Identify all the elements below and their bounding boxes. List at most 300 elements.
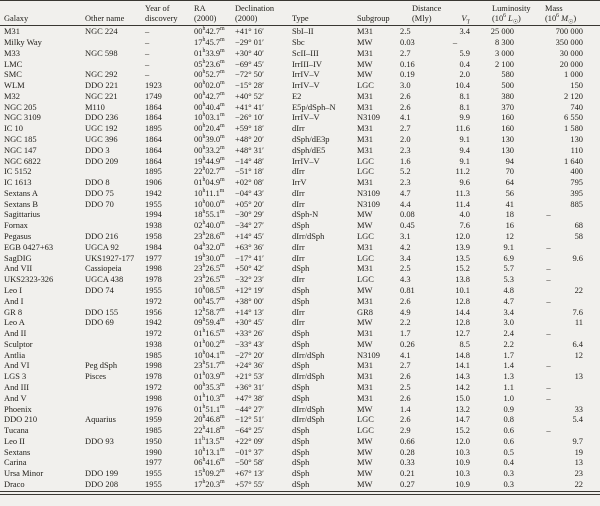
cell-mass: 795 — [570, 177, 583, 188]
cell-subgroup: MW — [357, 209, 373, 220]
cell-vt: 13.5 — [455, 252, 470, 263]
cell-subgroup: LGC — [357, 425, 374, 436]
cell-distance-mly: 0.27 — [400, 479, 415, 489]
cell-mass: 68 — [574, 220, 583, 231]
cell-vt: 14.3 — [455, 371, 470, 382]
cell-galaxy: And VI — [4, 360, 30, 371]
cell-galaxy: IC 5152 — [4, 166, 32, 177]
cell-distance-mly: 2.3 — [400, 177, 411, 188]
cell-galaxy: EGB 0427+63 — [4, 241, 54, 252]
cell-other-name: DDO 75 — [85, 187, 114, 198]
table-row — [0, 382, 600, 393]
cell-subgroup: MW — [357, 468, 373, 479]
cell-type: IrrIV–V — [292, 69, 320, 80]
cell-galaxy: LMC — [4, 58, 23, 69]
cell-ra-2000: 01$^h$33.9$^m$ — [194, 47, 225, 58]
cell-mass: – — [546, 328, 551, 339]
cell-other-name: DDO 8 — [85, 177, 110, 188]
table-row — [0, 360, 600, 371]
cell-luminosity: 370 — [501, 101, 514, 112]
cell-ra-2000: 17$^h$45.7$^m$ — [194, 36, 225, 47]
cell-vt: 11.6 — [455, 123, 470, 134]
table-row — [0, 404, 600, 415]
cell-distance-mly: 0.03 — [400, 36, 415, 47]
cell-other-name: M110 — [85, 101, 105, 112]
cell-other-name: Cassiopeia — [85, 263, 122, 274]
cell-galaxy: SagDIG — [4, 252, 32, 263]
table-row — [0, 199, 600, 210]
cell-mass: – — [546, 241, 551, 252]
cell-year-of-discovery: 1864 — [145, 101, 162, 112]
cell-ra-2000: 04$^h$32.0$^m$ — [194, 241, 225, 252]
cell-year-of-discovery: 1984 — [145, 241, 162, 252]
cell-declination-2000: +30° 45′ — [235, 317, 264, 328]
cell-galaxy: Fornax — [4, 220, 28, 231]
cell-declination-2000: −69° 45′ — [235, 58, 264, 69]
table-row — [0, 231, 600, 242]
cell-luminosity: 0.4 — [503, 457, 514, 468]
cell-luminosity: 580 — [501, 69, 514, 80]
table-row — [0, 285, 600, 296]
cell-mass: 395 — [570, 187, 583, 198]
cell-type: dSph — [292, 263, 310, 274]
cell-mass: – — [546, 392, 551, 403]
cell-year-of-discovery: 1955 — [145, 198, 162, 209]
cell-declination-2000: +14° 45′ — [235, 231, 264, 242]
cell-galaxy: Draco — [4, 479, 25, 489]
cell-other-name: UGC 396 — [85, 134, 118, 144]
cell-luminosity: 3 000 — [495, 47, 514, 58]
cell-ra-2000: 23$^h$26.5$^m$ — [194, 263, 225, 274]
cell-distance-mly: 2.5 — [400, 26, 411, 37]
cell-other-name: NGC 221 — [85, 90, 118, 101]
table-row — [0, 296, 600, 307]
cell-luminosity: 160 — [501, 123, 514, 134]
cell-declination-2000: +21° 53′ — [235, 371, 264, 382]
cell-luminosity: 2.2 — [503, 338, 514, 349]
cell-declination-2000: +05° 20′ — [235, 198, 264, 209]
table-row — [0, 80, 600, 91]
cell-subgroup: LGC — [357, 155, 374, 166]
cell-distance-mly: 3.4 — [400, 252, 411, 263]
cell-galaxy: NGC 3109 — [4, 112, 41, 123]
cell-ra-2000: 00$^h$42.7$^m$ — [194, 26, 225, 37]
cell-ra-2000: 22$^h$41.8$^m$ — [194, 425, 225, 436]
cell-declination-2000: −44° 27′ — [235, 403, 264, 414]
cell-ra-2000: 01$^h$03.9$^m$ — [194, 371, 225, 382]
cell-ra-2000: 12$^h$58.7$^m$ — [194, 306, 225, 317]
cell-other-name: UGC 192 — [85, 123, 118, 134]
cell-vt: 13.9 — [455, 241, 470, 252]
cell-luminosity: 0.9 — [503, 403, 514, 414]
cell-declination-2000: −34° 27′ — [235, 220, 264, 231]
cell-galaxy: Sagittarius — [4, 209, 41, 220]
cell-type: dIrr — [292, 252, 305, 263]
cell-ra-2000: 09$^h$59.4$^m$ — [194, 317, 225, 328]
cell-vt: 10.9 — [455, 457, 470, 468]
cell-declination-2000: −17° 41′ — [235, 252, 264, 263]
cell-subgroup: MW — [357, 457, 373, 468]
cell-distance-mly: 2.7 — [400, 47, 411, 58]
cell-distance-mly: 0.28 — [400, 446, 415, 457]
table-row — [0, 317, 600, 328]
cell-vt: 10.3 — [455, 446, 470, 457]
cell-vt: 12.0 — [455, 435, 470, 446]
cell-year-of-discovery: 1923 — [145, 80, 162, 91]
cell-subgroup: LGC — [357, 231, 374, 242]
cell-mass: – — [546, 209, 551, 220]
cell-subgroup: MW — [357, 403, 373, 414]
cell-ra-2000: 19$^h$30.0$^m$ — [194, 252, 225, 263]
cell-other-name: DDO 216 — [85, 231, 119, 242]
cell-mass: 2 120 — [564, 90, 583, 101]
cell-ra-2000: 22$^h$02.7$^m$ — [194, 166, 225, 177]
cell-distance-mly: 0.21 — [400, 468, 415, 479]
cell-declination-2000: −64° 25′ — [235, 425, 264, 436]
cell-distance-mly: 2.6 — [400, 392, 411, 403]
cell-ra-2000: 00$^h$20.4$^m$ — [194, 123, 225, 134]
cell-subgroup: M31 — [357, 371, 373, 382]
cell-other-name — [85, 220, 145, 231]
table-row — [0, 112, 600, 123]
cell-galaxy: Antlia — [4, 349, 26, 360]
cell-vt: 8.1 — [459, 90, 470, 101]
cell-year-of-discovery: 1749 — [145, 90, 162, 101]
cell-mass: – — [546, 425, 551, 436]
cell-distance-mly: 2.6 — [400, 414, 411, 425]
cell-year-of-discovery: 1864 — [145, 155, 162, 166]
cell-distance-mly: 3.0 — [400, 80, 411, 91]
cell-galaxy: Milky Way — [4, 36, 42, 47]
cell-declination-2000: +67° 13′ — [235, 468, 264, 479]
cell-luminosity: 1.7 — [503, 349, 514, 360]
cell-mass: 5.4 — [572, 414, 583, 425]
cell-type: dIrr/dSph — [292, 371, 325, 382]
cell-vt: 8.5 — [459, 338, 470, 349]
table-header — [0, 1, 600, 26]
cell-distance-mly: 2.6 — [400, 295, 411, 306]
cell-galaxy: DDO 210 — [4, 414, 38, 425]
table-row — [0, 371, 600, 382]
cell-galaxy: Tucana — [4, 425, 29, 436]
cell-mass: 12 — [574, 349, 583, 360]
cell-distance-mly: 4.1 — [400, 349, 411, 360]
cell-mass: 13 — [574, 371, 583, 382]
cell-ra-2000: 10$^h$04.1$^m$ — [194, 349, 225, 360]
cell-vt: 8.1 — [459, 101, 470, 112]
cell-galaxy: And V — [4, 392, 27, 403]
cell-other-name: DDO 93 — [85, 435, 114, 446]
cell-luminosity: 500 — [501, 80, 514, 91]
cell-subgroup: LGC — [357, 252, 374, 263]
cell-ra-2000: 20$^h$46.8$^m$ — [194, 414, 225, 425]
cell-declination-2000: −14° 48′ — [235, 155, 264, 166]
cell-vt: 14.1 — [455, 360, 470, 371]
cell-vt: 12.0 — [455, 231, 470, 242]
cell-type: dIrr — [292, 241, 305, 252]
cell-other-name: UKS1927-177 — [85, 252, 135, 263]
cell-declination-2000: −01° 37′ — [235, 446, 264, 457]
cell-vt: 15.2 — [455, 425, 470, 436]
cell-mass: 9.7 — [572, 435, 583, 446]
cell-other-name — [85, 457, 145, 468]
cell-luminosity: 56 — [505, 187, 514, 198]
cell-galaxy: M32 — [4, 90, 20, 101]
cell-vt: 12.8 — [455, 317, 470, 328]
cell-year-of-discovery: – — [145, 26, 150, 37]
cell-distance-mly: 4.9 — [400, 306, 411, 317]
cell-declination-2000: −50° 58′ — [235, 457, 264, 468]
cell-type: dIrr — [292, 317, 305, 328]
cell-mass: 885 — [570, 198, 583, 209]
cell-other-name: UGCA 92 — [85, 241, 119, 252]
cell-other-name: Peg dSph — [85, 360, 118, 371]
cell-year-of-discovery: – — [145, 47, 150, 58]
cell-vt: 13.2 — [455, 403, 470, 414]
cell-ra-2000: 01$^h$10.3$^m$ — [194, 392, 225, 403]
cell-subgroup: LGC — [357, 166, 374, 177]
cell-ra-2000: 11$^h$13.5$^m$ — [194, 435, 225, 446]
cell-type: Sbc — [292, 36, 305, 47]
cell-luminosity: 1.3 — [503, 371, 514, 382]
cell-distance-mly: 0.45 — [400, 220, 415, 231]
cell-vt: 9.1 — [459, 155, 470, 166]
cell-galaxy: WLM — [4, 80, 25, 91]
cell-luminosity: 16 — [505, 220, 514, 231]
cell-type: dIrr — [292, 166, 305, 177]
cell-distance-mly: 4.3 — [400, 274, 411, 285]
cell-year-of-discovery: 1976 — [145, 403, 162, 414]
col-header-mass: Mass ($10^6$ $M_☉$) — [514, 1, 583, 26]
cell-subgroup: M31 — [357, 47, 373, 58]
cell-mass: 23 — [574, 468, 583, 479]
cell-distance-mly: 1.4 — [400, 403, 411, 414]
cell-ra-2000: 10$^h$08.5$^m$ — [194, 284, 225, 295]
cell-year-of-discovery: 1950 — [145, 435, 162, 446]
cell-subgroup: M31 — [357, 26, 373, 37]
cell-vt: 14.4 — [455, 306, 470, 317]
table-row — [0, 274, 600, 285]
table-row — [0, 177, 600, 188]
cell-year-of-discovery: 1956 — [145, 306, 162, 317]
cell-type: dSph — [292, 284, 310, 295]
cell-mass: 58 — [574, 231, 583, 242]
cell-declination-2000: −51° 18′ — [235, 166, 264, 177]
cell-distance-mly: 0.66 — [400, 435, 415, 446]
cell-distance-mly: 0.19 — [400, 69, 415, 80]
cell-other-name: Aquarius — [85, 414, 116, 425]
cell-declination-2000: +47° 38′ — [235, 392, 264, 403]
cell-ra-2000: 02$^h$40.0$^m$ — [194, 220, 225, 231]
cell-luminosity: 9.1 — [503, 241, 514, 252]
cell-ra-2000: 00$^h$40.4$^m$ — [194, 101, 225, 112]
cell-type: dSph — [292, 457, 310, 468]
cell-galaxy: Phoenix — [4, 403, 32, 414]
cell-subgroup: MW — [357, 284, 373, 295]
cell-type: dSph/dE5 — [292, 144, 326, 155]
cell-ra-2000: 00$^h$45.7$^m$ — [194, 295, 225, 306]
cell-vt: 10.9 — [455, 479, 470, 489]
cell-subgroup: M31 — [357, 295, 373, 306]
cell-distance-mly: 1.7 — [400, 328, 411, 339]
cell-declination-2000: +33° 26′ — [235, 328, 264, 339]
cell-type: dIrr — [292, 198, 305, 209]
cell-galaxy: IC 1613 — [4, 177, 32, 188]
cell-mass: 1 580 — [564, 123, 583, 134]
col-header-year-of-discovery: Year of discovery — [145, 1, 194, 26]
cell-vt: 2.0 — [459, 69, 470, 80]
table-row — [0, 328, 600, 339]
cell-year-of-discovery: – — [145, 69, 150, 80]
cell-luminosity: 0.3 — [503, 479, 514, 489]
cell-type: dSph — [292, 295, 310, 306]
cell-luminosity: 6.9 — [503, 252, 514, 263]
cell-other-name: DDO 236 — [85, 112, 119, 123]
cell-other-name: Pisces — [85, 371, 107, 382]
cell-vt: 14.2 — [455, 381, 470, 392]
table-row — [0, 263, 600, 274]
cell-luminosity: 0.6 — [503, 435, 514, 446]
cell-other-name — [85, 339, 145, 350]
cell-mass: 740 — [570, 101, 583, 112]
cell-declination-2000: +48° 31′ — [235, 144, 264, 155]
cell-ra-2000: 10$^h$00.0$^m$ — [194, 198, 225, 209]
table-row — [0, 145, 600, 156]
cell-type: dSph — [292, 328, 310, 339]
table-row — [0, 48, 600, 59]
header-row — [0, 1, 600, 26]
col-header-vt: $V_T$ — [440, 1, 470, 26]
cell-luminosity: 0.6 — [503, 425, 514, 436]
cell-subgroup: M31 — [357, 123, 373, 134]
cell-luminosity: 3.4 — [503, 306, 514, 317]
cell-distance-mly: 5.2 — [400, 166, 411, 177]
cell-type: dSph — [292, 381, 310, 392]
cell-subgroup: N3109 — [357, 349, 380, 360]
cell-ra-2000: 05$^h$23.6$^m$ — [194, 58, 225, 69]
cell-year-of-discovery: 1985 — [145, 349, 162, 360]
cell-subgroup: MW — [357, 69, 373, 80]
cell-year-of-discovery: 1998 — [145, 263, 162, 274]
cell-type: dSph — [292, 360, 310, 371]
cell-other-name — [85, 37, 145, 48]
cell-distance-mly: 2.6 — [400, 90, 411, 101]
cell-year-of-discovery: 1977 — [145, 457, 162, 468]
table-row — [0, 307, 600, 318]
cell-year-of-discovery: 1864 — [145, 134, 162, 144]
cell-distance-mly: 4.2 — [400, 241, 411, 252]
cell-mass: 150 — [570, 80, 583, 91]
cell-galaxy: M33 — [4, 47, 20, 58]
cell-year-of-discovery: 1942 — [145, 317, 162, 328]
cell-year-of-discovery: 1977 — [145, 252, 162, 263]
col-header-galaxy: Galaxy — [0, 1, 85, 26]
cell-year-of-discovery: 1938 — [145, 220, 162, 231]
cell-declination-2000: +50° 42′ — [235, 263, 264, 274]
cell-luminosity: 25 000 — [490, 26, 514, 37]
cell-subgroup: M31 — [357, 90, 373, 101]
cell-other-name — [85, 166, 145, 177]
cell-mass: 30 000 — [559, 47, 583, 58]
cell-vt: 9.1 — [459, 134, 470, 144]
cell-luminosity: 18 — [505, 209, 514, 220]
cell-other-name — [85, 328, 145, 339]
cell-distance-mly: 2.7 — [400, 360, 411, 371]
cell-type: E2 — [292, 90, 302, 101]
cell-mass: 11 — [574, 317, 583, 328]
cell-subgroup: MW — [357, 435, 373, 446]
cell-vt: 3.4 — [459, 26, 470, 37]
cell-galaxy: Sextans A — [4, 187, 38, 198]
cell-vt: 5.9 — [459, 47, 470, 58]
cell-distance-mly: 0.81 — [400, 284, 415, 295]
cell-year-of-discovery: 1998 — [145, 360, 162, 371]
cell-declination-2000: −29° 01′ — [235, 36, 264, 47]
cell-luminosity: 64 — [505, 177, 514, 188]
cell-subgroup: MW — [357, 446, 373, 457]
cell-year-of-discovery: – — [145, 36, 150, 47]
cell-other-name: DDO 70 — [85, 198, 114, 209]
cell-type: dIrr — [292, 123, 305, 134]
cell-ra-2000: 19$^h$44.9$^m$ — [194, 155, 225, 166]
cell-other-name — [85, 350, 145, 361]
cell-distance-mly: 2.0 — [400, 134, 411, 144]
cell-type: dSph — [292, 446, 310, 457]
cell-subgroup: MW — [357, 479, 373, 489]
cell-other-name — [85, 296, 145, 307]
cell-subgroup: M31 — [357, 241, 373, 252]
cell-ra-2000: 00$^h$52.7$^m$ — [194, 69, 225, 80]
cell-mass: 13 — [574, 457, 583, 468]
cell-galaxy: And I — [4, 295, 24, 306]
cell-distance-mly: 0.16 — [400, 58, 415, 69]
cell-declination-2000: −15° 28′ — [235, 80, 264, 91]
cell-subgroup: MW — [357, 220, 373, 231]
cell-year-of-discovery: – — [145, 58, 150, 69]
cell-ra-2000: 10$^h$13.1$^m$ — [194, 446, 225, 457]
table-row — [0, 457, 600, 468]
cell-mass: 20 000 — [559, 58, 583, 69]
cell-ra-2000: 10$^h$03.1$^m$ — [194, 112, 225, 123]
cell-year-of-discovery: 1955 — [145, 468, 162, 479]
cell-declination-2000: +02° 08′ — [235, 177, 264, 188]
cell-other-name — [85, 425, 145, 436]
cell-type: dSph — [292, 220, 310, 231]
cell-mass: 9.6 — [572, 252, 583, 263]
cell-distance-mly: 2.6 — [400, 371, 411, 382]
cell-declination-2000: +48° 20′ — [235, 134, 264, 144]
cell-ra-2000: 10$^h$11.1$^m$ — [194, 187, 225, 198]
cell-year-of-discovery: 1998 — [145, 392, 162, 403]
cell-mass: – — [546, 295, 551, 306]
cell-subgroup: M31 — [357, 328, 373, 339]
cell-galaxy: M31 — [4, 26, 20, 37]
cell-ra-2000: 23$^h$26.5$^m$ — [194, 274, 225, 285]
cell-subgroup: M31 — [357, 392, 373, 403]
cell-distance-mly: 2.5 — [400, 263, 411, 274]
cell-galaxy: And II — [4, 328, 27, 339]
cell-luminosity: 41 — [505, 198, 514, 209]
cell-mass: 1 640 — [564, 155, 583, 166]
cell-other-name: NGC 292 — [85, 69, 118, 80]
cell-declination-2000: +41° 41′ — [235, 101, 264, 112]
cell-ra-2000: 23$^h$51.7$^m$ — [194, 360, 225, 371]
cell-declination-2000: +30° 40′ — [235, 47, 264, 58]
cell-ra-2000: 00$^h$33.2$^m$ — [194, 144, 225, 155]
cell-vt: – — [452, 36, 458, 47]
cell-galaxy: NGC 6822 — [4, 155, 41, 166]
table-row — [0, 59, 600, 70]
